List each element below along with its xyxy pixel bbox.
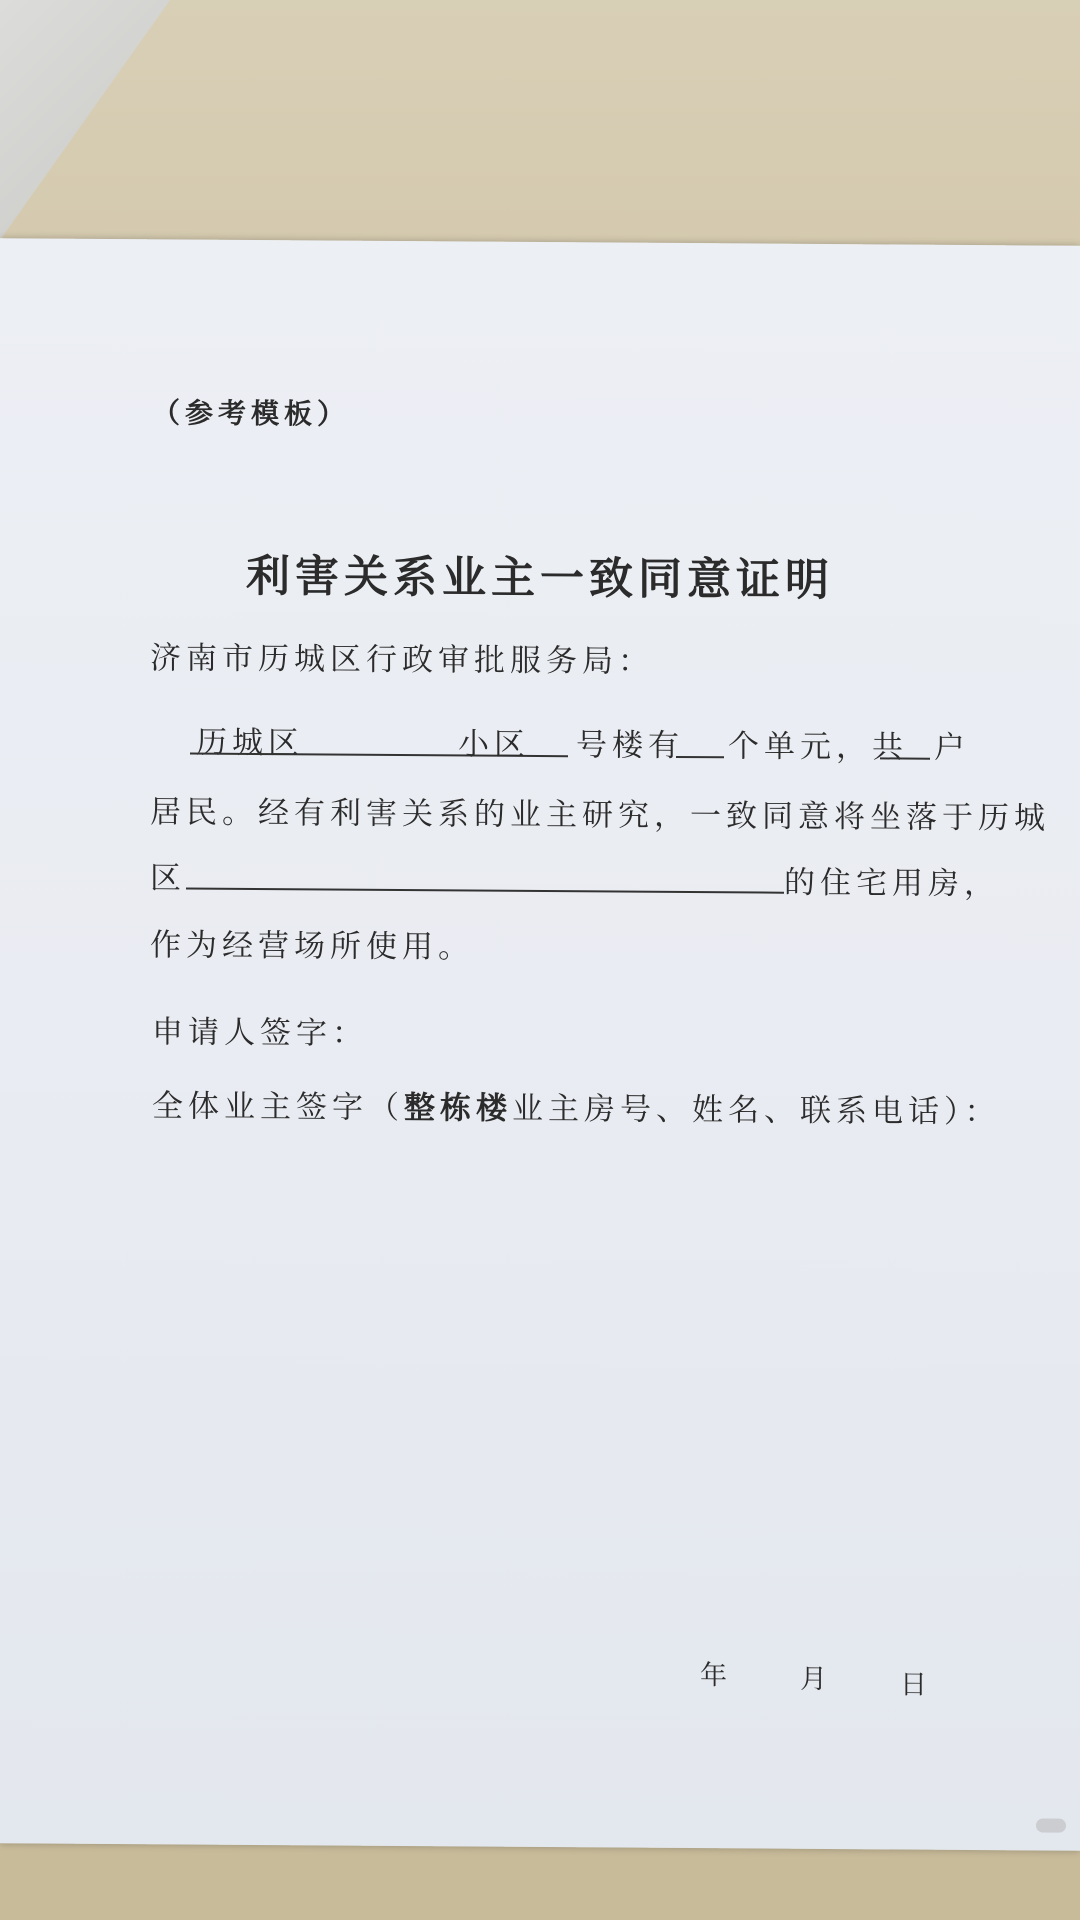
applicant-signature-label: 申请人签字： — [152, 1014, 368, 1052]
paragraph-line-4: 作为经营场所使用。 — [150, 927, 474, 966]
community-suffix: 小区 — [458, 726, 530, 763]
owners-label-prefix: 全体业主签字（ — [152, 1088, 404, 1127]
unit-text: 个单元，共 — [728, 728, 908, 766]
addressee: 济南市历城区行政审批服务局： — [150, 640, 654, 680]
owners-signature-label — [152, 1080, 1001, 1131]
document-page — [0, 238, 1080, 1851]
district-fill: 历城区 — [196, 724, 304, 762]
template-label: （参考模板） — [152, 396, 351, 431]
address-blank — [186, 888, 784, 894]
building-text: 号楼有 — [576, 727, 684, 765]
paragraph-line-2: 居民。经有利害关系的业主研究，一致同意将坐落于历城 — [150, 794, 1050, 837]
date-year: 年 — [700, 1660, 732, 1692]
paragraph-line-3-suffix: 的住宅用房， — [784, 864, 1000, 903]
household-count-blank — [880, 757, 930, 759]
owners-label-suffix: 业主房号、姓名、联系电话）： — [512, 1090, 1001, 1131]
date-month: 月 — [800, 1663, 832, 1696]
owners-label-bold: 整栋楼 — [404, 1090, 512, 1127]
paragraph-line-3-prefix: 区 — [150, 860, 186, 897]
unit-count-blank — [676, 756, 724, 758]
date-day: 日 — [900, 1669, 932, 1701]
household-suffix: 户 — [934, 729, 970, 767]
watermark-badge — [1036, 1818, 1066, 1832]
document-title: 利害关系业主一致同意证明 — [246, 550, 834, 607]
